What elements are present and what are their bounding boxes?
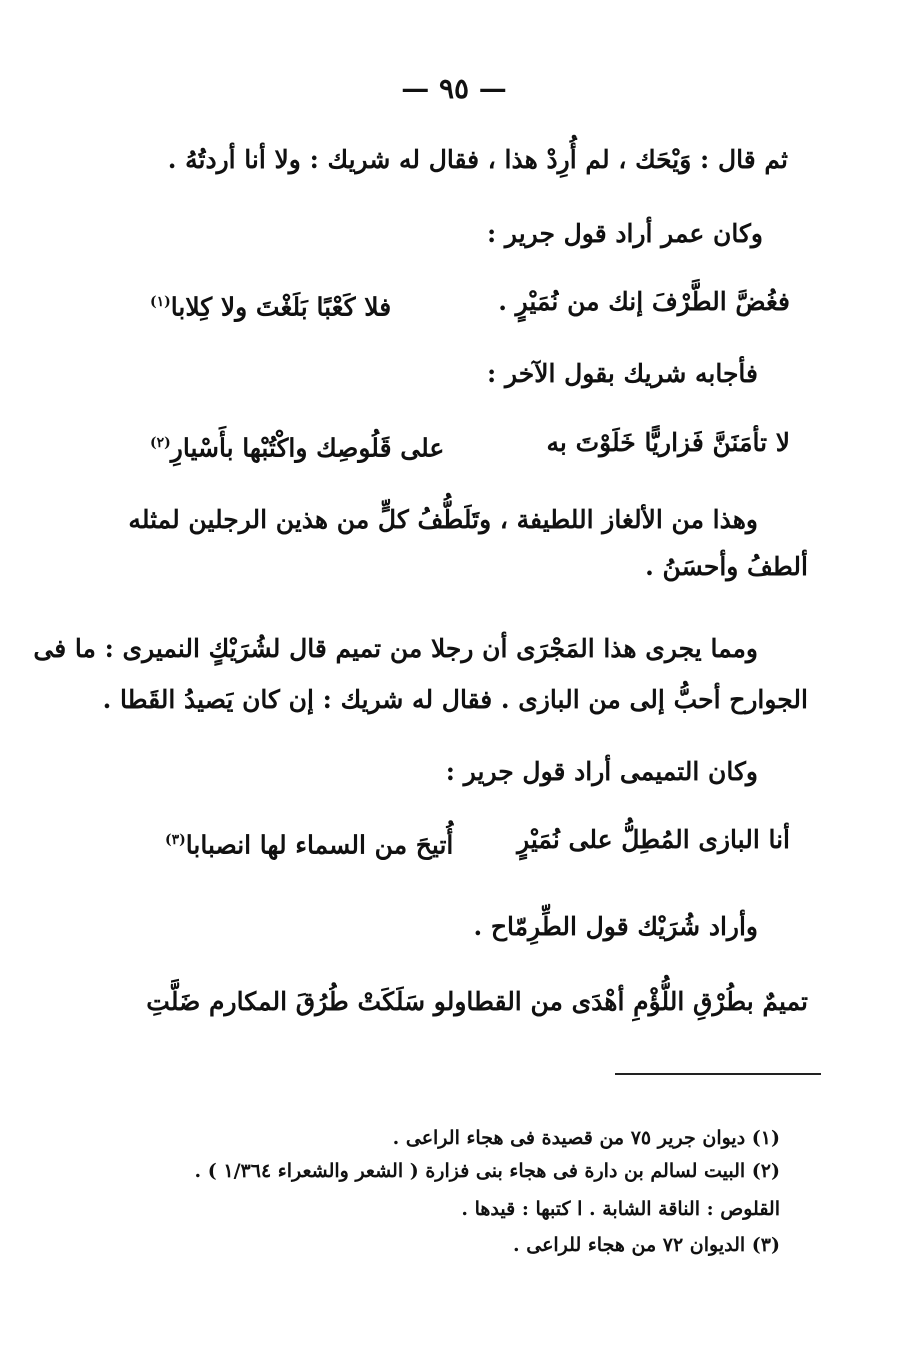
verse-first-hemistich: تميمٌ بطُرْقِ اللُّؤْمِ أهْدَى من القطا	[466, 987, 808, 1016]
paragraph-line: ومما يجرى هذا المَجْرَى أن رجلا من تميم قال لشُرَيْكٍ النميرى : ما فى	[33, 634, 758, 663]
verse-text: فلا كَعْبًا بَلَغْتَ ولا كِلابا	[170, 292, 392, 322]
paragraph-line: وكان التميمى أراد قول جرير :	[445, 757, 758, 786]
verse-second-hemistich	[165, 823, 453, 862]
verse-text: أُتيحَ من السماء لها انصبابا	[185, 830, 454, 860]
verse-line	[150, 426, 790, 465]
footnote-3: (٣) الديوان ٧٢ من هجاء للراعى .	[513, 1234, 780, 1256]
footnote-marker: (١)	[150, 294, 171, 310]
verse-second-hemistich	[150, 285, 391, 324]
verse-first-hemistich: لا تأمَنَنَّ فَزاريًّا خَلَوْتَ به	[546, 428, 790, 457]
footnote-2-continued: القلوص : الناقة الشابة . ا كتبها : قيدها .	[461, 1198, 780, 1220]
paragraph-line: ألطفُ وأحسَنُ .	[645, 552, 808, 581]
verse-second-hemistich: ولو سَلَكَتْ طُرُقَ المكارم ضَلَّتِ	[146, 987, 467, 1016]
verse-text: على قَلُوصِك واكْتُبْها بأَسْيارِ	[170, 433, 445, 463]
footnote-2: (٢) البيت لسالم بن دارة فى هجاء بنى فزارة ( الشعر والشعراء ١/٣٦٤ ) .	[194, 1160, 780, 1182]
verse-line	[150, 285, 790, 324]
paragraph-line: وهذا من الألغاز اللطيفة ، وتَلَطُّفُ كلٍّ من هذين الرجلين لمثله	[128, 505, 758, 534]
verse-first-hemistich: أنا البازى المُطِلُّ على نُمَيْرٍ	[517, 825, 790, 854]
page-number: — ٩٥ —	[401, 72, 507, 105]
paragraph-line: فأجابه شريك بقول الآخر :	[487, 359, 758, 388]
paragraph-line: وكان عمر أراد قول جرير :	[487, 219, 763, 248]
footnote-marker: (٣)	[165, 832, 186, 848]
paragraph-line: الجوارح أحبُّ إلى من البازى . فقال له شريك : إن كان يَصيدُ القَطا .	[102, 685, 808, 714]
verse-line	[146, 985, 808, 1019]
footnote-separator	[615, 1073, 821, 1075]
footnote-marker: (٢)	[150, 435, 171, 451]
verse-line	[165, 823, 790, 862]
paragraph-line: وأراد شُرَيْك قول الطِّرِمّاح .	[473, 912, 758, 941]
paragraph-line: ثم قال : وَيْحَك ، لم أُرِدْ هذا ، فقال له شريك : ولا أنا أردتُهُ .	[167, 145, 788, 174]
footnote-1: (١) ديوان جرير ٧٥ من قصيدة فى هجاء الراعى .	[392, 1127, 780, 1149]
verse-first-hemistich: فغُضَّ الطَّرْفَ إنك من نُمَيْرٍ .	[498, 287, 790, 316]
verse-second-hemistich	[150, 426, 444, 465]
